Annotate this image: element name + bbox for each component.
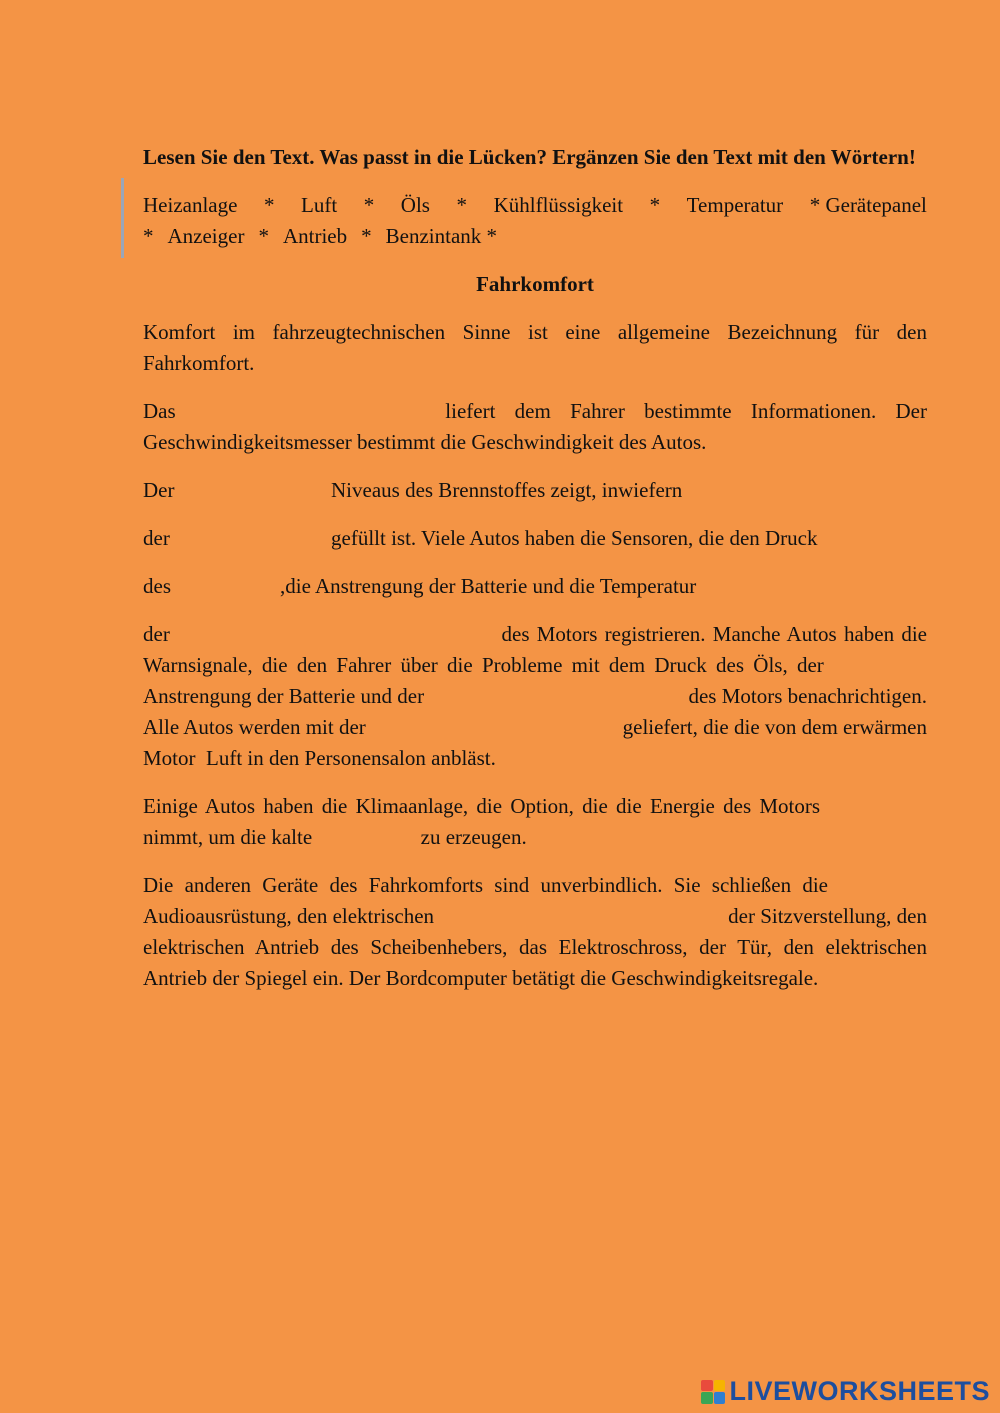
paragraph-6-line-3 — [143, 681, 927, 712]
blank-gap[interactable] — [216, 619, 456, 650]
word-separator: * — [649, 193, 661, 217]
paragraph-1: Komfort im fahrzeugtechnischen Sinne ist eine allgemeine Bezeichnung für den Fahrkomfort. — [143, 320, 927, 375]
text-fragment: Das — [143, 399, 176, 423]
word-temperatur: Temperatur — [686, 193, 784, 217]
word-bank-line-2 — [143, 221, 927, 252]
paragraph-2 — [143, 396, 927, 458]
word-separator: * — [363, 193, 375, 217]
text-fragment: der — [143, 526, 170, 550]
text-fragment: Niveaus des Brennstoffes zeigt, inwiefern — [331, 478, 683, 502]
paragraph-7 — [143, 791, 927, 853]
logo-tile-blue — [714, 1392, 726, 1404]
logo-tile-yellow — [714, 1380, 726, 1392]
word-separator: * — [456, 193, 468, 217]
paragraph-4 — [143, 523, 927, 554]
word-bank-line-1 — [143, 190, 927, 221]
paragraph-2-line-1 — [143, 396, 927, 427]
text-fragment: gefüllt ist. Viele Autos haben die Sensoren, die den Druck — [331, 526, 818, 550]
word-geraetepanel: * Gerätepanel — [809, 193, 927, 217]
text-fragment: zu erzeugen. — [420, 825, 527, 849]
text-title: Fahrkomfort — [476, 272, 594, 296]
text-fragment: ,die Anstrengung der Batterie und die Temperatur — [280, 574, 697, 598]
text-fragment: Der — [143, 478, 175, 502]
text-fragment: Anstrengung der Batterie und der — [143, 684, 425, 708]
blank-gap[interactable] — [235, 396, 385, 427]
paragraph-6-line-4 — [143, 712, 927, 743]
worksheet-page — [143, 142, 927, 994]
text-fragment: elektrischen Antrieb des Scheibenhebers, das Elektroschross, der Tür, den elektrischen Antrieb der Spiegel ein. Der Bordcomputer betätigt die Geschwindigkeitsregale. — [143, 935, 927, 990]
text-fragment: des — [143, 574, 171, 598]
text-fragment: des Motors registrieren. Manche Autos haben die — [501, 622, 927, 646]
word-antrieb: Antrieb — [282, 224, 348, 248]
paragraph-7-line-1 — [143, 791, 927, 822]
text-fragment: der Sitzverstellung, den — [728, 904, 927, 928]
word-separator: * — [258, 224, 269, 248]
text-fragment: liefert dem Fahrer bestimmte Informationen. Der — [445, 399, 927, 423]
text-fragment: nimmt, um die kalte — [143, 825, 313, 849]
text-fragment: Motor Luft in den Personensalon anbläst. — [143, 746, 496, 770]
word-anzeiger: Anzeiger — [167, 224, 245, 248]
instruction-heading: Lesen Sie den Text. Was passt in die Lücken? Ergänzen Sie den Text mit den Wörtern! — [143, 145, 916, 169]
paragraph-8-line-2 — [143, 901, 927, 932]
word-bank — [143, 190, 927, 252]
paragraph-6-line-1 — [143, 619, 927, 650]
paragraph-8 — [143, 870, 927, 994]
footer-brand — [701, 1376, 990, 1407]
text-fragment: Einige Autos haben die Klimaanlage, die Option, die die Energie des Motors — [143, 794, 821, 818]
word-kuehlfluessigkeit: Kühlflüssigkeit — [493, 193, 624, 217]
word-benzintank: Benzintank * — [385, 224, 498, 248]
word-heizanlage: Heizanlage — [143, 193, 238, 217]
logo-tile-green — [701, 1392, 713, 1404]
text-fragment: Alle Autos werden mit der — [143, 715, 366, 739]
paragraph-5 — [143, 571, 927, 602]
paragraph-3 — [143, 475, 927, 506]
paragraph-7-line-2 — [143, 822, 927, 853]
text-fragment: Geschwindigkeitsmesser bestimmt die Geschwindigkeit des Autos. — [143, 430, 707, 454]
word-bank-bar — [121, 178, 124, 258]
paragraph-6 — [143, 619, 927, 774]
word-separator: * — [143, 224, 154, 248]
word-separator: * — [361, 224, 372, 248]
paragraph-6-line-2 — [143, 650, 927, 681]
liveworksheets-logo-icon — [701, 1380, 725, 1404]
text-fragment: des Motors benachrichtigen. — [688, 684, 927, 708]
text-fragment: der — [143, 622, 170, 646]
text-fragment: Warnsignale, die den Fahrer über die Probleme mit dem Druck des Öls, der — [143, 653, 824, 677]
paragraph-8-line-1 — [143, 870, 927, 901]
word-oels: Öls — [400, 193, 430, 217]
brand-name: LIVEWORKSHEETS — [729, 1376, 990, 1406]
logo-tile-red — [701, 1380, 713, 1392]
word-luft: Luft — [301, 193, 338, 217]
text-fragment: Die anderen Geräte des Fahrkomforts sind unverbindlich. Sie schließen die — [143, 873, 828, 897]
text-fragment: Audioausrüstung, den elektrischen — [143, 904, 435, 928]
text-fragment: geliefert, die die von dem erwärmen — [622, 715, 927, 739]
word-separator: * — [264, 193, 275, 217]
